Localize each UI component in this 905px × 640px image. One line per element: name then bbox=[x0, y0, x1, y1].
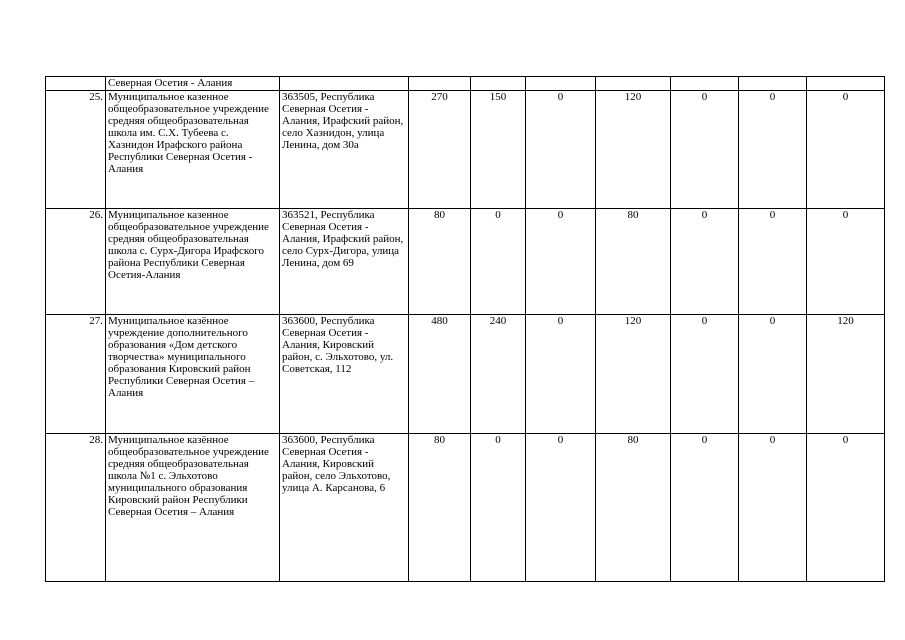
value-cell: 480 bbox=[409, 315, 471, 433]
value-cell: 0 bbox=[671, 315, 739, 433]
value-cell: 0 bbox=[807, 209, 885, 315]
value-cell bbox=[409, 77, 471, 91]
value-cell bbox=[596, 77, 671, 91]
value-cell: 80 bbox=[409, 433, 471, 581]
table-row bbox=[46, 433, 885, 581]
value-cell: 270 bbox=[409, 91, 471, 209]
table-row bbox=[46, 77, 885, 91]
value-cell: 0 bbox=[739, 91, 807, 209]
institution-name-cell: Муниципальное казённое общеобразовательное учреждение средняя общеобразовательная школа №1 с. Эльхотово муниципального образования Кировский район Республики Северная Осетия – Алания bbox=[106, 433, 280, 581]
value-cell bbox=[807, 77, 885, 91]
row-number: 25. bbox=[46, 91, 106, 209]
number-cell bbox=[46, 77, 106, 91]
address-cell: 363600, Республика Северная Осетия - Алания, Кировский район, село Эльхотово, улица А. Карсанова, 6 bbox=[280, 433, 409, 581]
value-cell bbox=[739, 77, 807, 91]
value-cell bbox=[471, 77, 526, 91]
value-cell: 0 bbox=[526, 91, 596, 209]
row-number: 27. bbox=[46, 315, 106, 433]
value-cell: 80 bbox=[409, 209, 471, 315]
row-number: 28. bbox=[46, 433, 106, 581]
institution-name-cell: Муниципальное казённое учреждение дополнительного образования «Дом детского творчества» муниципального образования Кировский район Республики Северная Осетия – Алания bbox=[106, 315, 280, 433]
institution-name-cell: Муниципальное казенное общеобразовательное учреждение средняя общеобразовательная школа им. С.Х. Тубеева с. Хазнидон Ирафского района Республики Северная Осетия - Алания bbox=[106, 91, 280, 209]
table-row bbox=[46, 209, 885, 315]
address-cell: 363600, Республика Северная Осетия - Алания, Кировский район, с. Эльхотово, ул. Советская, 112 bbox=[280, 315, 409, 433]
value-cell: 0 bbox=[671, 91, 739, 209]
address-cell: 363521, Республика Северная Осетия - Алания, Ирафский район, село Сурх-Дигора, улица Ленина, дом 69 bbox=[280, 209, 409, 315]
institution-name-cell: Муниципальное казенное общеобразовательное учреждение средняя общеобразовательная школа с. Сурх-Дигора Ирафского района Республики Северная Осетия-Алания bbox=[106, 209, 280, 315]
value-cell: 150 bbox=[471, 91, 526, 209]
value-cell: 0 bbox=[526, 315, 596, 433]
value-cell: 0 bbox=[739, 209, 807, 315]
value-cell: 0 bbox=[671, 433, 739, 581]
value-cell: 0 bbox=[807, 433, 885, 581]
value-cell: 0 bbox=[526, 209, 596, 315]
value-cell: 120 bbox=[807, 315, 885, 433]
value-cell: 0 bbox=[739, 433, 807, 581]
value-cell: 240 bbox=[471, 315, 526, 433]
value-cell: 0 bbox=[671, 209, 739, 315]
institution-name-cell: Северная Осетия - Алания bbox=[106, 77, 280, 91]
institutions-table bbox=[45, 76, 885, 582]
value-cell: 80 bbox=[596, 433, 671, 581]
value-cell: 0 bbox=[471, 209, 526, 315]
value-cell: 0 bbox=[807, 91, 885, 209]
table-row bbox=[46, 315, 885, 433]
value-cell bbox=[526, 77, 596, 91]
value-cell bbox=[671, 77, 739, 91]
row-number: 26. bbox=[46, 209, 106, 315]
value-cell: 120 bbox=[596, 91, 671, 209]
value-cell: 0 bbox=[526, 433, 596, 581]
address-cell bbox=[280, 77, 409, 91]
value-cell: 120 bbox=[596, 315, 671, 433]
address-cell: 363505, Республика Северная Осетия - Алания, Ирафский район, село Хазнидон, улица Ленина, дом 30а bbox=[280, 91, 409, 209]
table-row bbox=[46, 91, 885, 209]
value-cell: 80 bbox=[596, 209, 671, 315]
value-cell: 0 bbox=[739, 315, 807, 433]
value-cell: 0 bbox=[471, 433, 526, 581]
